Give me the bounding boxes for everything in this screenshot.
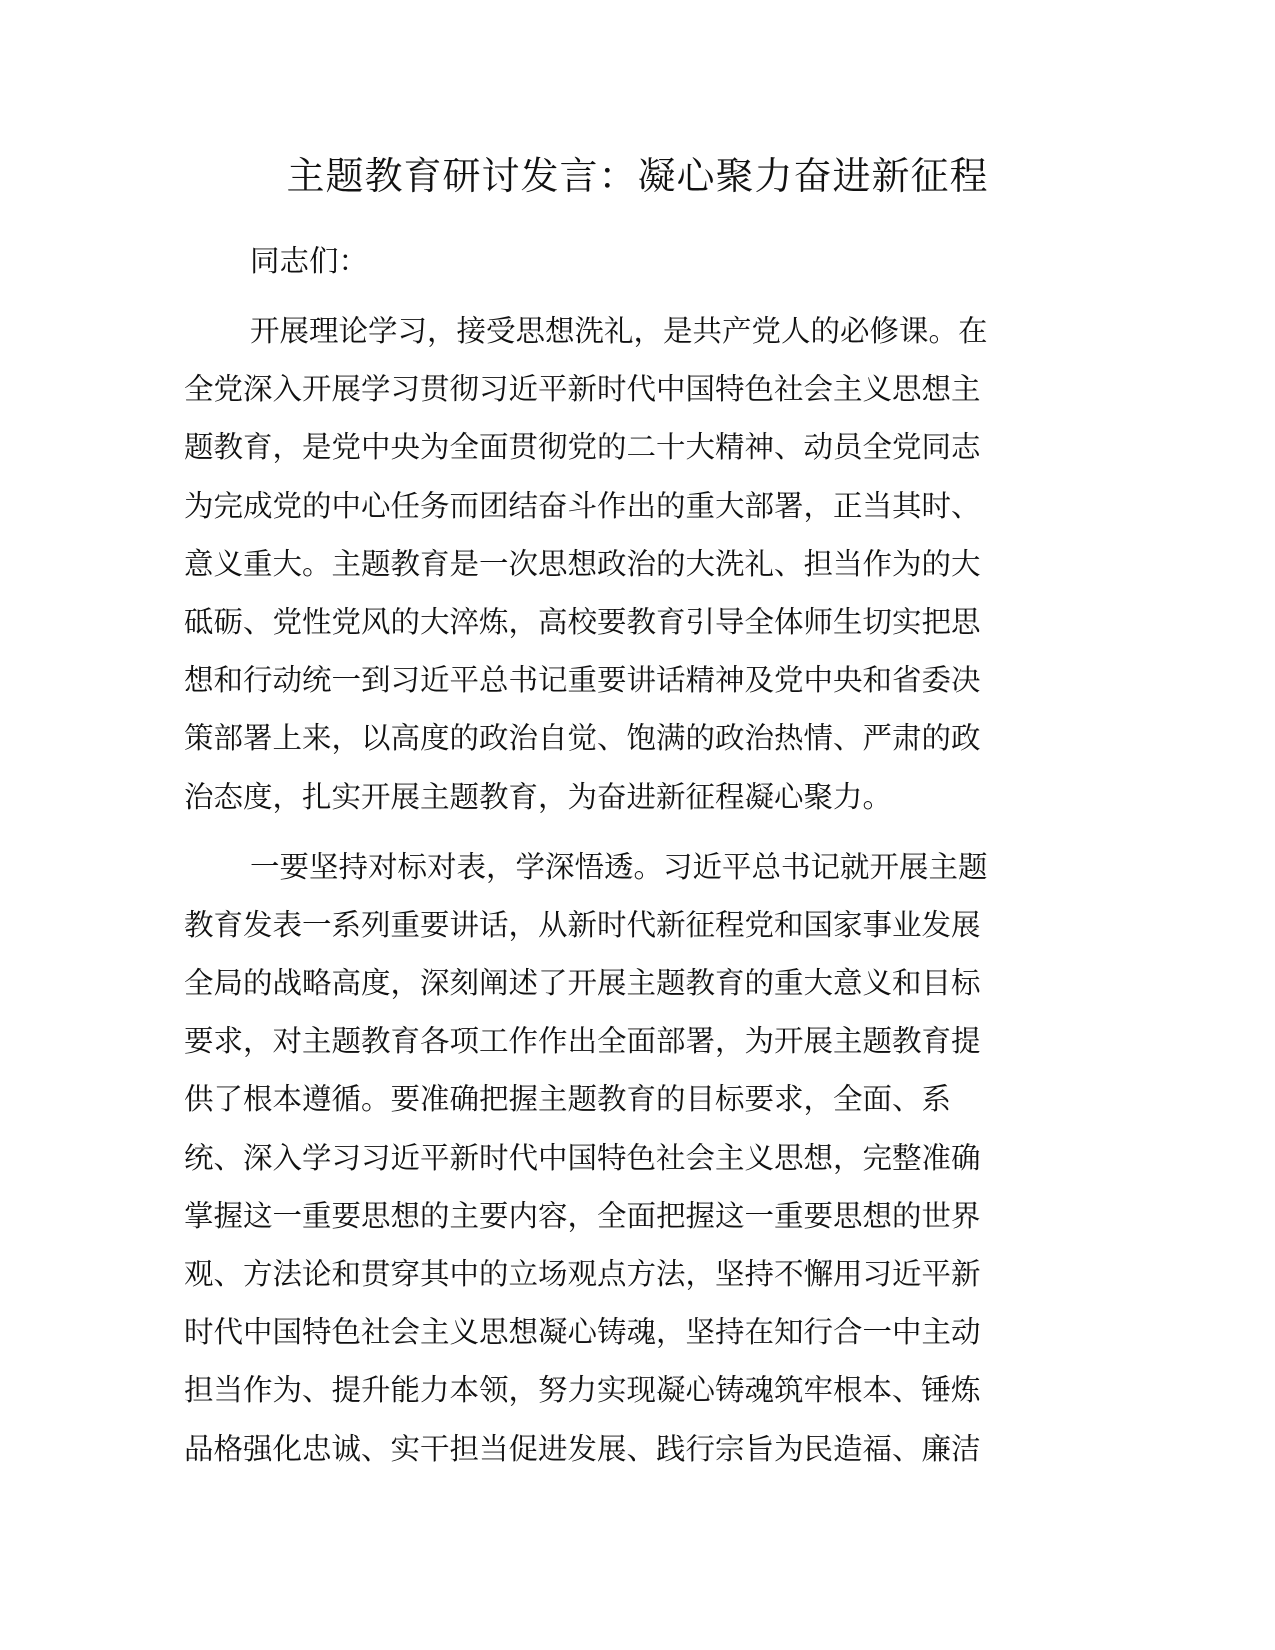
paragraph-line: 要求，对主题教育各项工作作出全面部署，为开展主题教育提 [184, 1024, 981, 1059]
paragraph-line: 供了根本遵循。要准确把握主题教育的目标要求，全面、系 [184, 1082, 952, 1117]
paragraph-line: 观、方法论和贯穿其中的立场观点方法，坚持不懈用习近平新 [184, 1257, 981, 1291]
paragraph-1 [184, 302, 1084, 826]
paragraph-line: 一要坚持对标对表，学深悟透。习近平总书记就开展主题 [250, 849, 988, 884]
paragraph-2 [184, 838, 1084, 1478]
paragraph-line: 想和行动统一到习近平总书记重要讲话精神及党中央和省委决 [184, 663, 981, 698]
paragraph-line: 全党深入开展学习贯彻习近平新时代中国特色社会主义思想主 [184, 372, 981, 407]
paragraph-line: 统、深入学习习近平新时代中国特色社会主义思想，完整准确 [184, 1140, 981, 1175]
paragraph-line: 题教育，是党中央为全面贯彻党的二十大精神、动员全党同志 [184, 430, 981, 465]
paragraph-line: 掌握这一重要思想的主要内容，全面把握这一重要思想的世界 [184, 1198, 981, 1233]
paragraph-line: 品格强化忠诚、实干担当促进发展、践行宗旨为民造福、廉洁 [184, 1431, 981, 1466]
paragraph-line: 教育发表一系列重要讲话，从新时代新征程党和国家事业发展 [184, 907, 981, 942]
paragraph-line: 全局的战略高度，深刻阐述了开展主题教育的重大意义和目标 [184, 966, 981, 1001]
page-title: 主题教育研讨发言：凝心聚力奋进新征程 [286, 154, 989, 198]
paragraph-line: 担当作为、提升能力本领，努力实现凝心铸魂筑牢根本、锤炼 [184, 1373, 981, 1408]
document-body [184, 232, 1084, 1490]
paragraph-line: 策部署上来，以高度的政治自觉、饱满的政治热情、严肃的政 [184, 721, 981, 756]
paragraph-line: 治态度，扎实开展主题教育，为奋进新征程凝心聚力。 [184, 779, 893, 814]
paragraph-line: 意义重大。主题教育是一次思想政治的大洗礼、担当作为的大 [184, 546, 981, 581]
paragraph-line: 开展理论学习，接受思想洗礼，是共产党人的必修课。在 [250, 314, 988, 348]
paragraph-line: 为完成党的中心任务而团结奋斗作出的重大部署，正当其时、 [184, 488, 981, 523]
salutation: 同志们： [250, 244, 369, 278]
paragraph-line: 时代中国特色社会主义思想凝心铸魂，坚持在知行合一中主动 [184, 1315, 981, 1350]
paragraph-line: 砥砺、党性党风的大淬炼，高校要教育引导全体师生切实把思 [184, 604, 981, 639]
